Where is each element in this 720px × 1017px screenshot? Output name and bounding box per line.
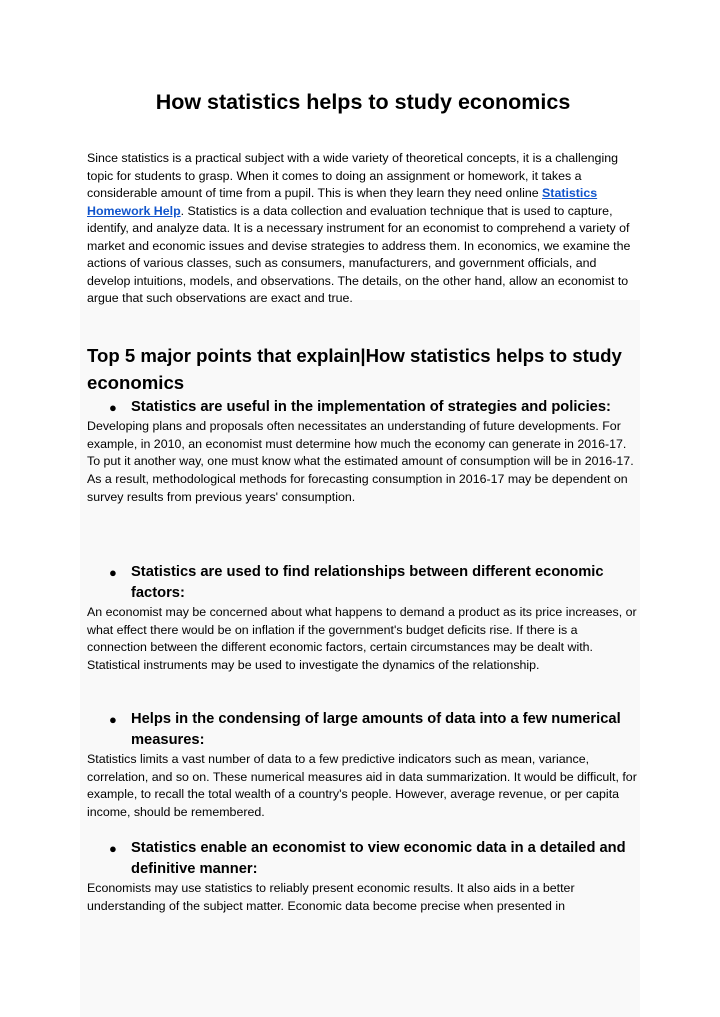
point-2 (87, 562, 639, 675)
section-title: Top 5 major points that explain|How statistics helps to study economics (87, 345, 622, 393)
point-3 (87, 709, 639, 822)
intro-text-start: Since statistics is a practical subject with a wide variety of theoretical concepts, it is a challenging topic for students to grasp. When it comes to doing an assignment or homework, it takes a considerable amount of time from a pupil. This is when they learn they need online (87, 151, 618, 200)
point-heading (87, 838, 639, 880)
bullet-icon: ● (109, 712, 117, 727)
statistics-homework-help-link[interactable]: Statistics Homework Help (87, 186, 598, 218)
point-body: Developing plans and proposals often necessitates an understanding of future developments. For example, in 2010, an economist must determine how much the economy can generate in 2016-17. To put it another way, one must know what the estimated amount of consumption will be in 2016-17. As a result, methodological methods for forecasting consumption in 2016-17 may be dependent on survey results from previous years' consumption. (87, 419, 634, 504)
document-title: How statistics helps to study economics (155, 90, 571, 114)
intro-text-end: . Statistics is a data collection and evaluation technique that is used to capture, identify, and analyze data. It is a necessary instrument for an economist to comprehend a variety of market and economic issues and devise strategies to address them. In economics, we examine the actions of various classes, such as consumers, manufacturers, and government officials, and develop intuitions, models, and observations. The details, on the other hand, allow an economist to argue that such observations are exact and true. (87, 203, 631, 305)
bullet-icon: ● (109, 841, 117, 856)
point-heading-text: Helps in the condensing of large amounts of data into a few numerical measures: (131, 711, 621, 748)
point-heading-text: Statistics are useful in the implementation of strategies and policies: (131, 399, 611, 415)
point-4 (87, 838, 639, 915)
point-body: Economists may use statistics to reliably present economic results. It also aids in a better understanding of the subject matter. Economic data become precise when presented in (87, 881, 575, 913)
point-heading (87, 709, 639, 751)
point-heading (87, 562, 639, 604)
point-heading-text: Statistics enable an economist to view economic data in a detailed and definitive manner: (131, 840, 626, 877)
point-heading-text: Statistics are used to find relationships between different economic factors: (131, 564, 604, 601)
point-body: Statistics limits a vast number of data to a few predictive indicators such as mean, variance, correlation, and so on. These numerical measures aid in data summarization. It would be difficult, for example, to recall the total wealth of a country's people. However, average revenue, or per capita income, should be remembered. (87, 752, 637, 820)
point-heading (87, 397, 639, 418)
intro-paragraph (87, 150, 639, 308)
point-1 (87, 397, 639, 507)
bullet-icon: ● (109, 400, 117, 415)
bullet-icon: ● (109, 565, 117, 580)
point-body: An economist may be concerned about what happens to demand a product as its price increases, or what effect there would be on inflation if the government's budget deficits rise. If there is a connection between the different economic factors, certain circumstances may be dealt with. Statistical instruments may be used to investigate the dynamics of the relationship. (87, 605, 637, 673)
